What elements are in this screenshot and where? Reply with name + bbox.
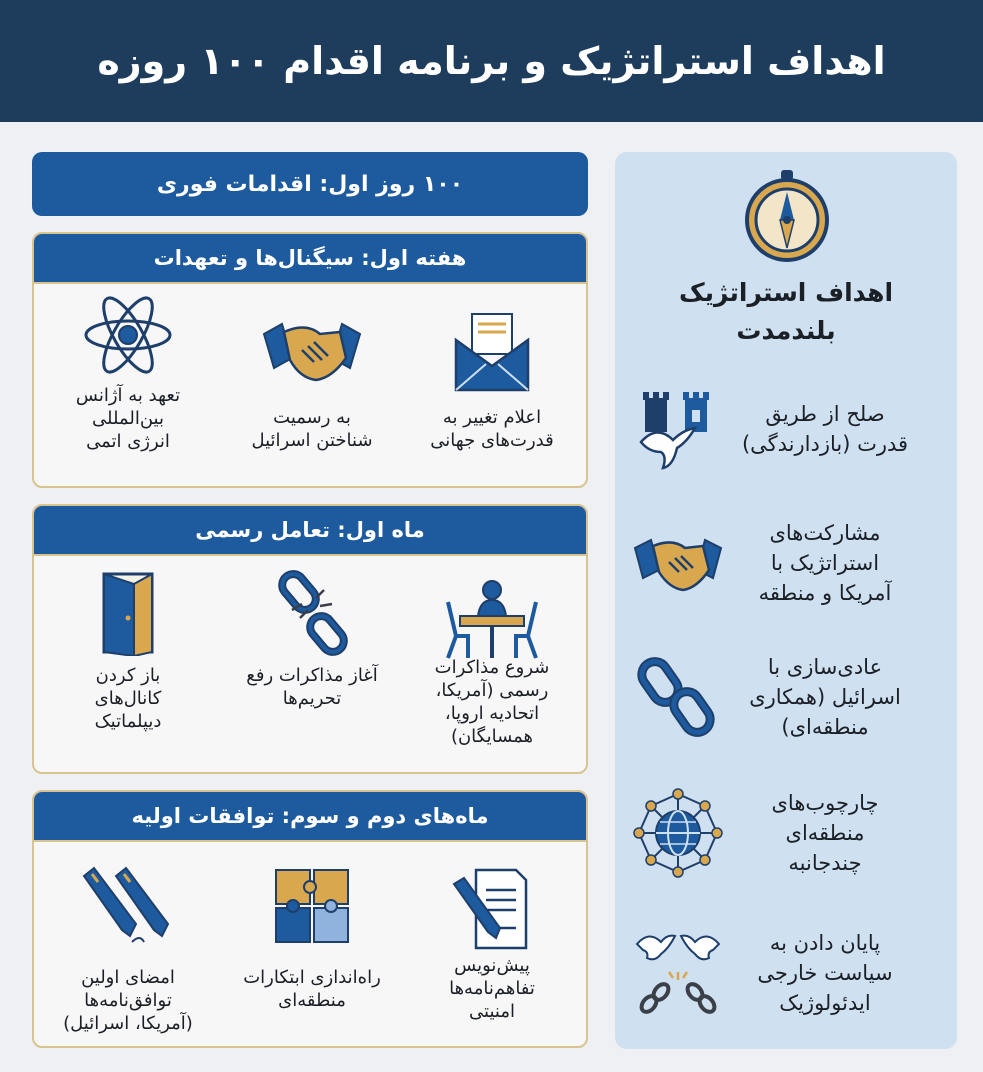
action-text: باز کردن کانال‌های دیپلماتیک <box>94 665 162 732</box>
goal-item <box>615 374 957 484</box>
phase-title: ۱۰۰ روز اول: اقدامات فوری <box>156 171 464 197</box>
action-item <box>42 556 214 772</box>
goal-item <box>615 778 957 888</box>
section-header: ماه‌های دوم و سوم: توافقات اولیه <box>34 792 586 842</box>
action-item <box>406 842 578 1046</box>
action-item <box>226 842 398 1046</box>
compass-icon <box>741 170 833 262</box>
action-item <box>226 556 398 772</box>
section-header: هفته اول: سیگنال‌ها و تعهدات <box>34 234 586 284</box>
action-text: پیش‌نویس تفاهم‌نامه‌ها امنیتی <box>449 955 535 1022</box>
section-header: ماه اول: تعامل رسمی <box>34 506 586 556</box>
action-text: اعلام تغییر به قدرت‌های جهانی <box>430 407 554 451</box>
action-item <box>42 842 214 1046</box>
goals-panel <box>615 152 957 1049</box>
puzzle-icon <box>262 862 362 948</box>
goal-text: چارچوب‌های منطقه‌ای چندجانبه <box>771 791 879 875</box>
meeting-table-icon <box>442 578 542 664</box>
action-text: به رسمیت شناختن اسرائیل <box>251 407 373 451</box>
open-door-icon <box>78 570 178 656</box>
action-item <box>406 284 578 486</box>
document-pen-icon <box>442 866 542 952</box>
globe-network-icon <box>633 788 723 878</box>
atom-icon <box>78 292 178 378</box>
page-title: اهداف استراتژیک و برنامه اقدام ۱۰۰ روزه <box>97 39 886 83</box>
goals-title: اهداف استراتژیک بلندمدت <box>678 278 894 345</box>
action-text: تعهد به آژانس بین‌المللی انرژی اتمی <box>75 385 181 452</box>
section-month-one <box>32 504 588 774</box>
top-banner <box>0 0 983 122</box>
phase-header <box>32 152 588 216</box>
handshake-icon <box>262 306 362 392</box>
doves-broken-chain-icon <box>633 928 723 1018</box>
goal-item <box>615 642 957 752</box>
dove-castle-icon <box>633 384 723 474</box>
section-week-one <box>32 232 588 488</box>
section-months-two-three <box>32 790 588 1048</box>
action-text: راه‌اندازی ابتکارات منطقه‌ای <box>243 967 381 1011</box>
goal-text: مشارکت‌های استراتژیک با آمریکا و منطقه <box>758 521 892 605</box>
action-text: امضای اولین توافق‌نامه‌ها (آمریکا، اسرائیل) <box>63 967 193 1034</box>
goal-text: صلح از طریق قدرت (بازدارندگی) <box>741 402 909 456</box>
goal-item <box>615 918 957 1028</box>
handshake-icon <box>633 518 723 608</box>
action-item <box>42 284 214 486</box>
goal-text: عادی‌سازی با اسرائیل (همکاری منطقه‌ای) <box>749 655 901 739</box>
action-item <box>226 284 398 486</box>
envelope-icon <box>442 310 542 396</box>
goal-item <box>615 508 957 618</box>
action-text: آغاز مذاکرات رفع تحریم‌ها <box>246 665 378 709</box>
action-item <box>406 556 578 772</box>
action-text: شروع مذاکرات رسمی (آمریکا، اتحادیه اروپا، همسایگان) <box>434 657 550 747</box>
broken-chain-icon <box>262 570 362 656</box>
goal-text: پایان دادن به سیاست خارجی ایدئولوژیک <box>757 931 893 1015</box>
pens-icon <box>78 862 178 948</box>
chain-link-icon <box>633 652 723 742</box>
